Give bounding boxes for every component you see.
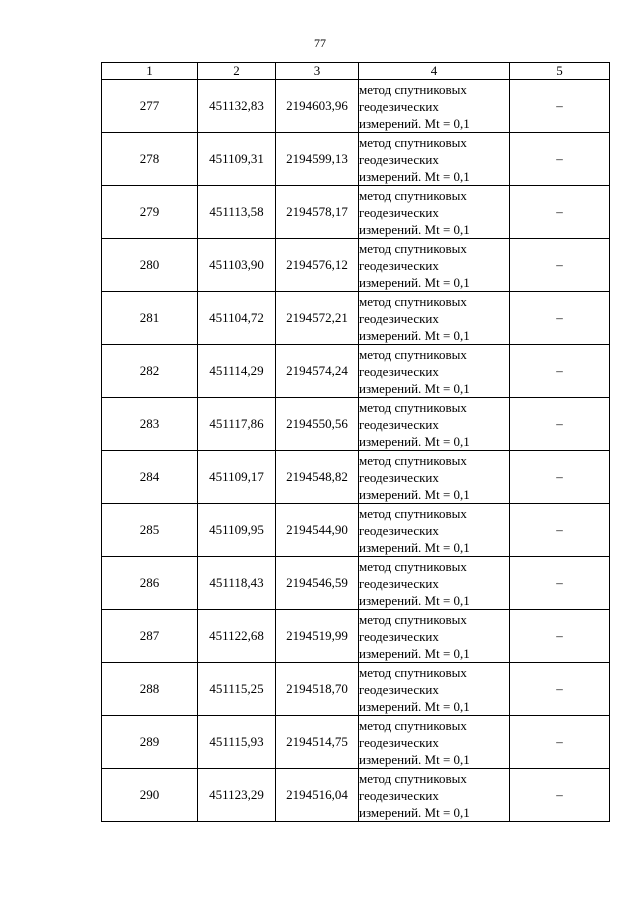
y-coordinate-cell: 2194544,90 — [276, 504, 359, 557]
y-coordinate-cell: 2194519,99 — [276, 610, 359, 663]
x-coordinate-cell: 451109,31 — [198, 133, 276, 186]
point-number-cell: 277 — [102, 80, 198, 133]
method-line-1: метод спутниковых — [359, 293, 467, 309]
method-line-3: измерений. Mt = 0,1 — [359, 698, 470, 714]
method-line-3: измерений. Mt = 0,1 — [359, 433, 470, 449]
note-cell: – — [510, 663, 610, 716]
page-number: 77 — [314, 36, 326, 50]
point-number-cell: 278 — [102, 133, 198, 186]
y-coordinate-cell: 2194514,75 — [276, 716, 359, 769]
column-header-3: 3 — [276, 63, 359, 80]
column-header-2: 2 — [198, 63, 276, 80]
note-cell: – — [510, 239, 610, 292]
y-coordinate-cell: 2194548,82 — [276, 451, 359, 504]
method-line-1: метод спутниковых — [359, 452, 467, 468]
point-number-cell: 279 — [102, 186, 198, 239]
note-cell: – — [510, 186, 610, 239]
method-line-3: измерений. Mt = 0,1 — [359, 115, 470, 131]
y-coordinate-cell: 2194516,04 — [276, 769, 359, 822]
table-row — [102, 345, 610, 398]
method-line-2: геодезических — [359, 628, 439, 644]
method-line-1: метод спутниковых — [359, 187, 467, 203]
method-line-3: измерений. Mt = 0,1 — [359, 221, 470, 237]
method-line-3: измерений. Mt = 0,1 — [359, 327, 470, 343]
y-coordinate-cell: 2194574,24 — [276, 345, 359, 398]
method-cell — [359, 504, 510, 557]
method-line-1: метод спутниковых — [359, 505, 467, 521]
method-line-3: измерений. Mt = 0,1 — [359, 804, 470, 820]
method-cell — [359, 133, 510, 186]
column-header-1: 1 — [102, 63, 198, 80]
table-row — [102, 504, 610, 557]
point-number-cell: 286 — [102, 557, 198, 610]
note-cell: – — [510, 133, 610, 186]
method-line-1: метод спутниковых — [359, 240, 467, 256]
method-line-3: измерений. Mt = 0,1 — [359, 592, 470, 608]
y-coordinate-cell: 2194518,70 — [276, 663, 359, 716]
method-line-1: метод спутниковых — [359, 399, 467, 415]
method-line-1: метод спутниковых — [359, 770, 467, 786]
method-cell — [359, 557, 510, 610]
method-line-1: метод спутниковых — [359, 346, 467, 362]
x-coordinate-cell: 451113,58 — [198, 186, 276, 239]
method-line-2: геодезических — [359, 575, 439, 591]
y-coordinate-cell: 2194572,21 — [276, 292, 359, 345]
method-line-2: геодезических — [359, 469, 439, 485]
method-cell — [359, 398, 510, 451]
method-line-2: геодезических — [359, 363, 439, 379]
table-row — [102, 186, 610, 239]
table-row — [102, 769, 610, 822]
table-body — [102, 80, 610, 822]
method-line-1: метод спутниковых — [359, 611, 467, 627]
method-cell — [359, 292, 510, 345]
x-coordinate-cell: 451132,83 — [198, 80, 276, 133]
method-line-2: геодезических — [359, 151, 439, 167]
method-cell — [359, 80, 510, 133]
table-row — [102, 239, 610, 292]
note-cell: – — [510, 292, 610, 345]
x-coordinate-cell: 451123,29 — [198, 769, 276, 822]
y-coordinate-cell: 2194576,12 — [276, 239, 359, 292]
method-line-2: геодезических — [359, 257, 439, 273]
method-cell — [359, 451, 510, 504]
table-row — [102, 557, 610, 610]
table-row — [102, 133, 610, 186]
table-row — [102, 398, 610, 451]
x-coordinate-cell: 451109,95 — [198, 504, 276, 557]
y-coordinate-cell: 2194599,13 — [276, 133, 359, 186]
table-row — [102, 663, 610, 716]
method-cell — [359, 716, 510, 769]
table-row — [102, 610, 610, 663]
method-line-2: геодезических — [359, 98, 439, 114]
note-cell: – — [510, 80, 610, 133]
note-cell: – — [510, 557, 610, 610]
method-line-2: геодезических — [359, 734, 439, 750]
y-coordinate-cell: 2194603,96 — [276, 80, 359, 133]
method-line-3: измерений. Mt = 0,1 — [359, 168, 470, 184]
method-line-2: геодезических — [359, 204, 439, 220]
x-coordinate-cell: 451122,68 — [198, 610, 276, 663]
table-row — [102, 292, 610, 345]
method-cell — [359, 663, 510, 716]
y-coordinate-cell: 2194546,59 — [276, 557, 359, 610]
point-number-cell: 284 — [102, 451, 198, 504]
table-row — [102, 716, 610, 769]
x-coordinate-cell: 451103,90 — [198, 239, 276, 292]
x-coordinate-cell: 451117,86 — [198, 398, 276, 451]
method-line-1: метод спутниковых — [359, 664, 467, 680]
method-line-1: метод спутниковых — [359, 558, 467, 574]
method-cell — [359, 239, 510, 292]
note-cell: – — [510, 716, 610, 769]
method-cell — [359, 345, 510, 398]
method-line-1: метод спутниковых — [359, 717, 467, 733]
method-line-2: геодезических — [359, 787, 439, 803]
column-header-4: 4 — [359, 63, 510, 80]
point-number-cell: 282 — [102, 345, 198, 398]
method-line-3: измерений. Mt = 0,1 — [359, 645, 470, 661]
point-number-cell: 289 — [102, 716, 198, 769]
method-cell — [359, 186, 510, 239]
table-row — [102, 80, 610, 133]
method-line-3: измерений. Mt = 0,1 — [359, 751, 470, 767]
point-number-cell: 281 — [102, 292, 198, 345]
method-cell — [359, 769, 510, 822]
point-number-cell: 283 — [102, 398, 198, 451]
method-line-1: метод спутниковых — [359, 134, 467, 150]
note-cell: – — [510, 451, 610, 504]
note-cell: – — [510, 398, 610, 451]
point-number-cell: 288 — [102, 663, 198, 716]
method-line-3: измерений. Mt = 0,1 — [359, 274, 470, 290]
x-coordinate-cell: 451109,17 — [198, 451, 276, 504]
x-coordinate-cell: 451104,72 — [198, 292, 276, 345]
method-line-2: геодезических — [359, 522, 439, 538]
method-line-2: геодезических — [359, 416, 439, 432]
header-row — [102, 63, 610, 80]
point-number-cell: 287 — [102, 610, 198, 663]
method-line-2: геодезических — [359, 681, 439, 697]
method-line-3: измерений. Mt = 0,1 — [359, 539, 470, 555]
note-cell: – — [510, 769, 610, 822]
coordinates-table — [101, 62, 610, 822]
method-line-3: измерений. Mt = 0,1 — [359, 380, 470, 396]
point-number-cell: 290 — [102, 769, 198, 822]
x-coordinate-cell: 451114,29 — [198, 345, 276, 398]
point-number-cell: 285 — [102, 504, 198, 557]
method-line-3: измерений. Mt = 0,1 — [359, 486, 470, 502]
column-header-5: 5 — [510, 63, 610, 80]
note-cell: – — [510, 345, 610, 398]
y-coordinate-cell: 2194550,56 — [276, 398, 359, 451]
method-line-2: геодезических — [359, 310, 439, 326]
x-coordinate-cell: 451118,43 — [198, 557, 276, 610]
x-coordinate-cell: 451115,93 — [198, 716, 276, 769]
method-cell — [359, 610, 510, 663]
method-line-1: метод спутниковых — [359, 81, 467, 97]
point-number-cell: 280 — [102, 239, 198, 292]
x-coordinate-cell: 451115,25 — [198, 663, 276, 716]
table-row — [102, 451, 610, 504]
note-cell: – — [510, 504, 610, 557]
y-coordinate-cell: 2194578,17 — [276, 186, 359, 239]
note-cell: – — [510, 610, 610, 663]
